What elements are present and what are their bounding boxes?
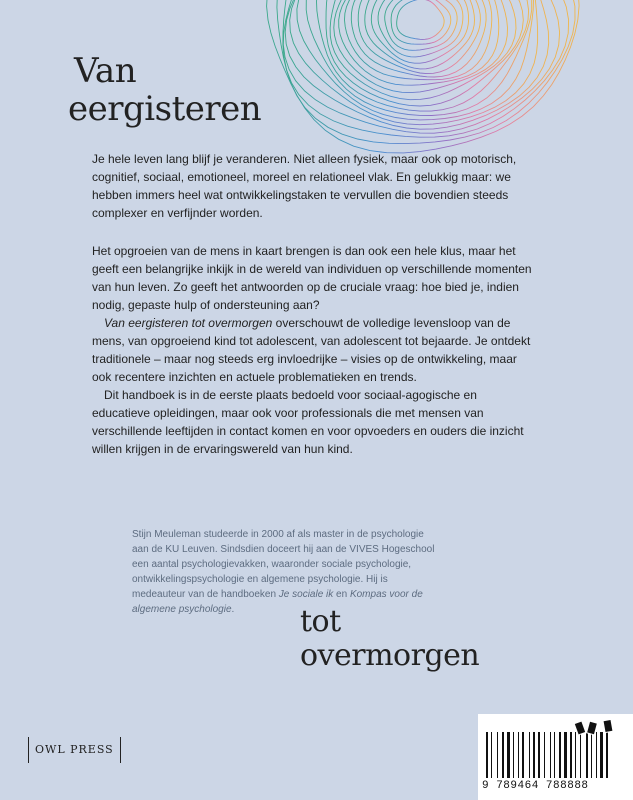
- barcode-bar: [544, 732, 545, 778]
- barcode-bar: [586, 732, 588, 778]
- barcode-bar: [497, 732, 498, 778]
- barcode-bar: [575, 732, 576, 778]
- contour-ring: [334, 0, 508, 93]
- author-bio-paragraph: [132, 527, 442, 617]
- barcode-bar: [502, 732, 504, 778]
- publisher-logo: OWL PRESS: [28, 737, 121, 763]
- author-book-1: Je sociale ik: [278, 589, 334, 600]
- blurb-paragraph-3: [92, 314, 532, 386]
- title-bottom: [300, 605, 479, 673]
- title-word-eergisteren: eergisteren: [68, 89, 262, 129]
- barcode-bar: [564, 732, 567, 778]
- barcode-bar: [554, 732, 555, 778]
- barcode-bar: [570, 732, 572, 778]
- title-word-van: Van: [74, 51, 137, 91]
- barcode-bar: [533, 732, 535, 778]
- barcode-bar: [591, 732, 592, 778]
- contour-ring: [378, 0, 463, 57]
- contour-ring: [385, 0, 457, 50]
- author-bio-end: .: [231, 604, 235, 615]
- barcode-bar: [559, 732, 561, 778]
- barcode-bar: [600, 732, 603, 778]
- blurb-text: [92, 150, 532, 458]
- blurb-paragraph-1: Je hele leven lang blijf je veranderen. Niet alleen fysiek, maar ook op motorisch, cognitief, sociaal, emotioneel, moreel en relationeel vlak. En gelukkig maar: we hebben immers heel wat ontwikkelingstaken te vervullen die bovendien steeds complexer en verfijnder worden.: [92, 152, 517, 220]
- book-title-inline: Van eergisteren tot overmorgen: [104, 316, 273, 330]
- author-bio-conj: en: [333, 589, 350, 600]
- contour-ring: [391, 0, 451, 44]
- barcode-bar: [518, 732, 519, 778]
- barcode-bar: [491, 732, 492, 778]
- contour-ring: [283, 0, 559, 133]
- barcode-bar: [606, 732, 608, 778]
- barcode-bar: [529, 732, 530, 778]
- barcode-bar: [486, 732, 488, 778]
- barcode: [478, 714, 633, 800]
- title-top: [68, 52, 261, 128]
- barcode-bar: [538, 732, 540, 778]
- contour-ring: [365, 0, 475, 69]
- contour-ring: [345, 0, 492, 80]
- barcode-bar: [550, 732, 551, 778]
- barcode-bar: [522, 732, 524, 778]
- isbn-number: 9 789464 788888: [482, 780, 589, 792]
- contour-ring: [285, 0, 549, 129]
- blurb-paragraph-3-text: overschouwt de volledige levensloop van de mens, van opgroeiend kind tot adolescent, van adolescent tot bejaarde. Je ontdekt traditionele – maar nog steeds erg invloedrijke – visies op de ontwikkeling, maar ook recentere inzichten en actuele problematieken en trends.: [92, 316, 531, 384]
- barcode-bar: [580, 732, 581, 778]
- author-bio-text: Stijn Meuleman studeerde in 2000 af als master in de psychologie aan de KU Leuven. Sindsdien doceert hij aan de VIVES Hogeschool een aantal psychologievakken, waaronder sociale psychologie, ontwikkelingspsychologie en algemene psychologie. Hij is medeauteur van de handboeken: [132, 529, 435, 600]
- barcode-bar: [596, 732, 597, 778]
- contour-ring: [397, 0, 444, 39]
- contour-ring: [351, 0, 486, 77]
- title-word-overmorgen: overmorgen: [300, 638, 480, 673]
- barcode-bar: [507, 732, 510, 778]
- blurb-paragraph-4: Dit handboek is in de eerste plaats bedoeld voor sociaal-agogische en educatieve opleidingen, maar ook voor professionals die met mensen van verschillende leeftijden in contact komen en voor opvoeders en ouders die inzicht willen krijgen in de ervaringswereld van hun kind.: [92, 388, 524, 456]
- title-word-tot: tot: [300, 604, 341, 639]
- author-bio: [132, 527, 442, 617]
- barcode-bar: [513, 732, 514, 778]
- blurb-paragraph-2: Het opgroeien van de mens in kaart brengen is dan ook een hele klus, maar het geeft een belangrijke inkijk in de wereld van individuen op verschillende momenten van hun leven. Zo geeft het antwoorden op de cruciale vraag: hoe bied je, indien nodig, gepaste hulp of ondersteuning aan?: [92, 244, 532, 312]
- author-book-2: Kompas voor de algemene psychologie: [132, 589, 423, 615]
